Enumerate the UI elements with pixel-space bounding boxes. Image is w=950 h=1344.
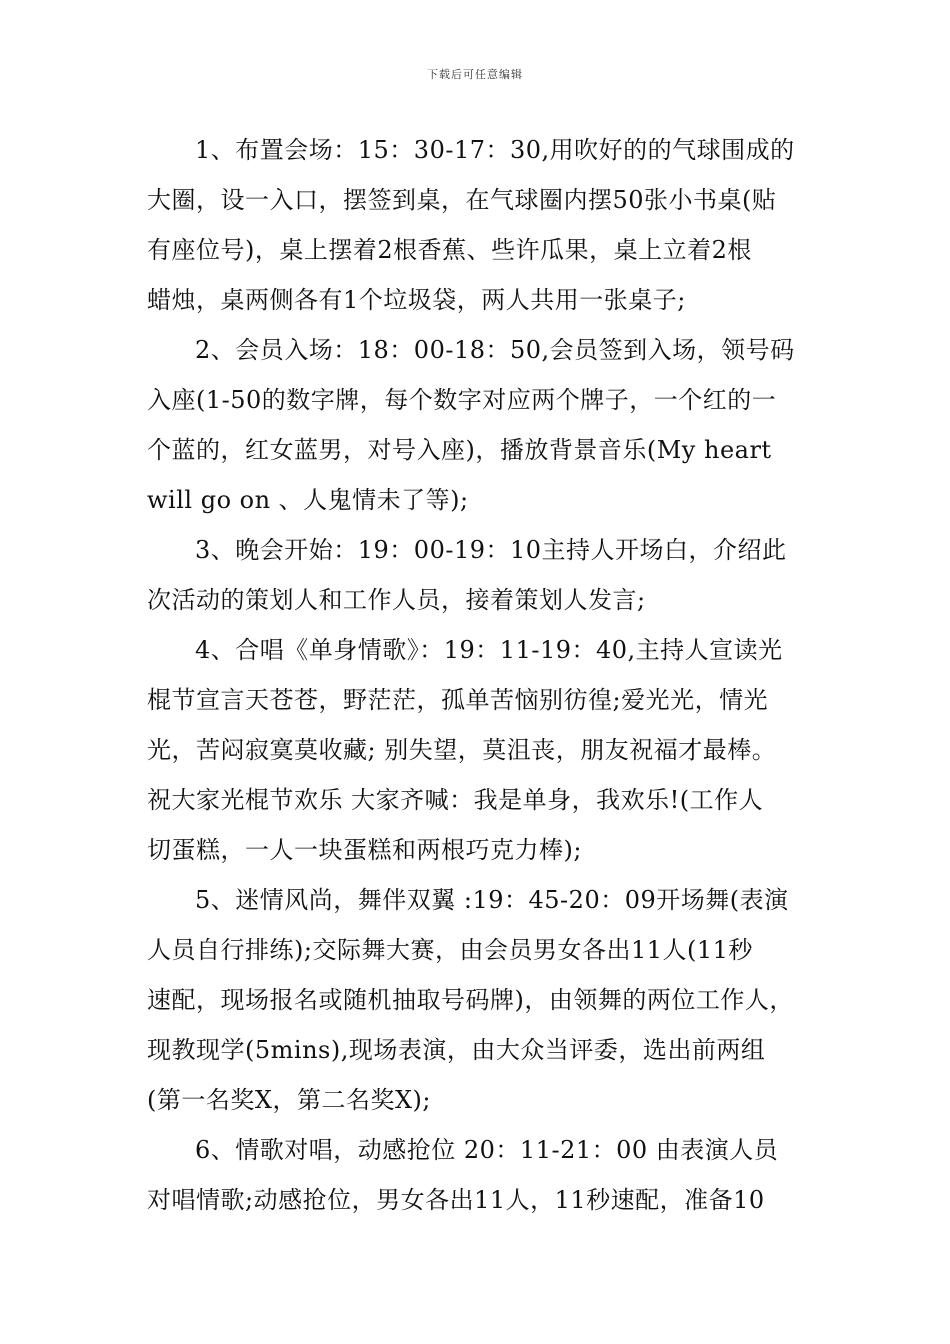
paragraph-line: 3、晚会开始：19：00-19：10主持人开场白，介绍此	[195, 536, 787, 564]
paragraph-line: will go on 、人鬼情未了等);	[147, 486, 469, 514]
page-header: 下载后可任意编辑	[427, 68, 523, 81]
paragraph-line: 祝大家光棍节欢乐 大家齐喊：我是单身，我欢乐!(工作人	[147, 786, 764, 814]
paragraph-line: (第一名奖X，第二名奖X);	[147, 1086, 431, 1114]
paragraph-line: 1、布置会场：15：30-17：30,用吹好的的气球围成的	[195, 136, 795, 164]
paragraph-line: 切蛋糕，一人一块蛋糕和两根巧克力棒);	[147, 836, 582, 864]
paragraph-line: 5、迷情风尚，舞伴双翼 :19：45-20：09开场舞(表演	[195, 886, 789, 914]
paragraph-line: 人员自行排练);交际舞大赛，由会员男女各出11人(11秒	[147, 936, 753, 964]
paragraph-line: 6、情歌对唱，动感抢位 20：11-21：00 由表演人员	[195, 1136, 779, 1164]
paragraph-line: 对唱情歌;动感抢位，男女各出11人，11秒速配，准备10	[147, 1186, 765, 1214]
paragraph-line: 棍节宣言天苍苍，野茫茫，孤单苦恼别彷徨;爱光光，情光	[147, 686, 769, 714]
paragraph-line: 大圈，设一入口，摆签到桌，在气球圈内摆50张小书桌(贴	[147, 186, 777, 214]
paragraph-line: 2、会员入场：18：00-18：50,会员签到入场，领号码	[195, 336, 795, 364]
paragraph-line: 入座(1-50的数字牌，每个数字对应两个牌子，一个红的一	[147, 386, 777, 414]
paragraph-line: 4、合唱《单身情歌》：19：11-19：40,主持人宣读光	[195, 636, 783, 664]
paragraph-line: 蜡烛，桌两侧各有1个垃圾袋，两人共用一张桌子;	[147, 286, 686, 314]
paragraph-line: 个蓝的，红女蓝男，对号入座)，播放背景音乐(My heart	[147, 436, 772, 464]
paragraph-line: 现教现学(5mins),现场表演，由大众当评委，选出前两组	[147, 1036, 766, 1064]
paragraph-line: 有座位号)，桌上摆着2根香蕉、些许瓜果，桌上立着2根	[147, 236, 752, 264]
paragraph-line: 次活动的策划人和工作人员，接着策划人发言;	[147, 586, 646, 614]
paragraph-line: 光，苦闷寂寞莫收藏; 别失望，莫沮丧，朋友祝福才最棒。	[147, 736, 777, 764]
paragraph-line: 速配，现场报名或随机抽取号码牌)，由领舞的两位工作人，	[147, 986, 794, 1014]
